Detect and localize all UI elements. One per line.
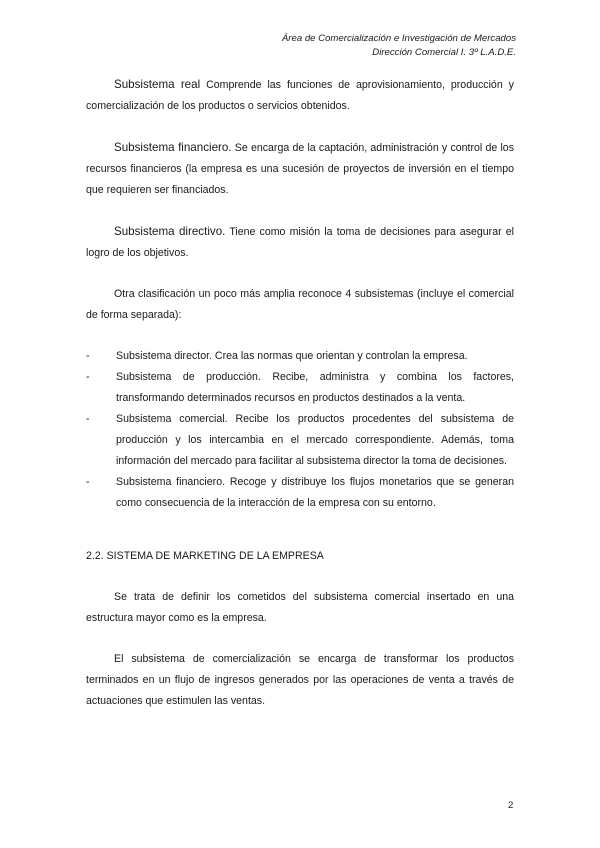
page-number: 2 [508, 800, 514, 811]
document-body [86, 74, 514, 712]
paragraph-subsistema-directivo [86, 221, 514, 264]
definition-subsistema-financiero: Se encarga de la captación, administración y control de los recursos financieros (la empresa es una sucesión de proyectos de inversión en el tiempo que requieren ser financiados. [86, 142, 514, 196]
section-paragraph-2: El subsistema de comercialización se encarga de transformar los productos terminados en un flujo de ingresos generados por las operaciones de venta a través de actuaciones que estimulen las ventas. [86, 653, 514, 707]
list-item [86, 346, 514, 367]
list-item-text: Subsistema financiero. Recoge y distribuye los flujos monetarios que se generan como consecuencia de la interacción de la empresa con su entorno. [116, 476, 514, 509]
page-header [282, 32, 516, 60]
definition-subsistema-directivo: Tiene como misión la toma de decisiones para asegurar el logro de los objetivos. [86, 226, 514, 259]
list-item-text: Subsistema comercial. Recibe los productos procedentes del subsistema de producción y los intercambia en el mercado correspondiente. Además, toma información del mercado para facilitar al subsistema director la toma de decisiones. [116, 413, 514, 467]
list-dash: - [86, 413, 90, 425]
term-subsistema-directivo: Subsistema directivo. [114, 225, 226, 238]
list-dash: - [86, 476, 90, 488]
list-dash: - [86, 371, 90, 383]
list-dash: - [86, 350, 90, 362]
term-subsistema-real: Subsistema real [114, 78, 201, 91]
term-subsistema-financiero: Subsistema financiero. [114, 141, 232, 154]
list-item-text: Subsistema de producción. Recibe, administra y combina los factores, transformando determinados recursos en productos destinados a la venta. [116, 371, 514, 404]
list-item [86, 367, 514, 409]
header-department: Área de Comercialización e Investigación de Mercados [281, 33, 516, 44]
list-item [86, 472, 514, 514]
paragraph-clasificacion: Otra clasificación un poco más amplia reconoce 4 subsistemas (incluye el comercial de forma separada): [86, 288, 514, 321]
definition-subsistema-real: Comprende las funciones de aprovisionamiento, producción y comercialización de los productos o servicios obtenidos. [86, 79, 514, 112]
list-item [86, 409, 514, 472]
section-title: 2.2. SISTEMA DE MARKETING DE LA EMPRESA [86, 550, 324, 562]
paragraph-subsistema-financiero [86, 137, 514, 201]
header-course: Dirección Comercial I. 3º L.A.D.E. [372, 47, 516, 58]
paragraph-subsistema-real [86, 74, 514, 117]
list-item-text: Subsistema director. Crea las normas que orientan y controlan la empresa. [116, 350, 468, 362]
section-paragraph-1: Se trata de definir los cometidos del subsistema comercial insertado en una estructura mayor como es la empresa. [86, 591, 514, 624]
subsystems-list [86, 346, 514, 514]
